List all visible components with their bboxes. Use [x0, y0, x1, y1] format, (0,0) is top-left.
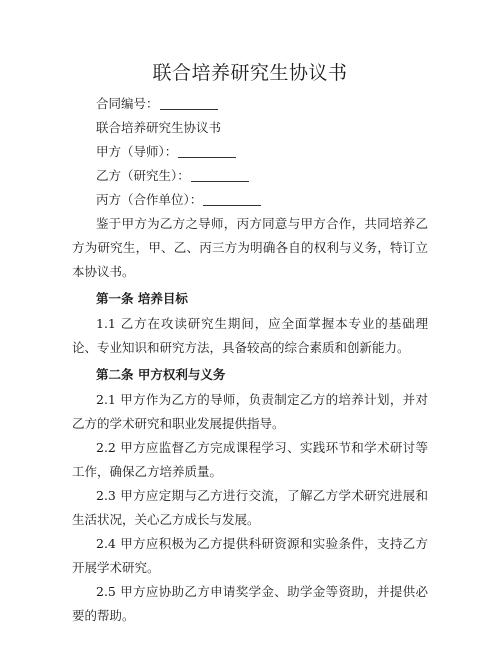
party-a-label: 甲方（导师）： — [96, 144, 178, 159]
party-a-blank — [178, 143, 236, 158]
subtitle-label: 联合培养研究生协议书 — [96, 120, 222, 135]
party-b-field — [96, 164, 428, 188]
contract-number-blank — [160, 95, 218, 110]
document-title: 联合培养研究生协议书 — [152, 62, 348, 84]
intro-paragraph: 鉴于甲方为乙方之导师，丙方同意与甲方合作，共同培养乙方为研究生，甲、乙、丙三方为明确各自的权利与义务，特订立本协议书。 — [72, 216, 428, 279]
party-c-field — [96, 188, 428, 212]
clause-2-5: 2.5 甲方应协助乙方申请奖学金、助学金等资助，并提供必要的帮助。 — [72, 584, 428, 623]
section-2-heading: 第二条 甲方权利与义务 — [96, 367, 226, 382]
clause-2-3: 2.3 甲方应定期与乙方进行交流，了解乙方学术研究进展和生活状况，关心乙方成长与发展。 — [72, 488, 428, 527]
party-b-label: 乙方（研究生）： — [96, 168, 190, 183]
subtitle-line — [96, 116, 428, 140]
section-1-heading: 第一条 培养目标 — [96, 291, 188, 306]
party-c-label: 丙方（合作单位）： — [96, 192, 203, 207]
party-a-field — [96, 140, 428, 164]
contract-number-field — [96, 92, 428, 116]
clause-1-1: 1.1 乙方在攻读研究生期间，应全面掌握本专业的基础理论、专业知识和研究方法，具备较高的综合素质和创新能力。 — [72, 316, 428, 355]
contract-number-label: 合同编号： — [96, 96, 159, 111]
party-c-blank — [203, 191, 261, 206]
clause-2-2: 2.2 甲方应监督乙方完成课程学习、实践环节和学术研讨等工作，确保乙方培养质量。 — [72, 440, 428, 479]
party-b-blank — [191, 167, 249, 182]
clause-2-1: 2.1 甲方作为乙方的导师，负责制定乙方的培养计划，并对乙方的学术研究和职业发展提供指导。 — [72, 392, 428, 431]
clause-2-4: 2.4 甲方应积极为乙方提供科研资源和实验条件，支持乙方开展学术研究。 — [72, 536, 428, 575]
document-body — [72, 92, 428, 628]
